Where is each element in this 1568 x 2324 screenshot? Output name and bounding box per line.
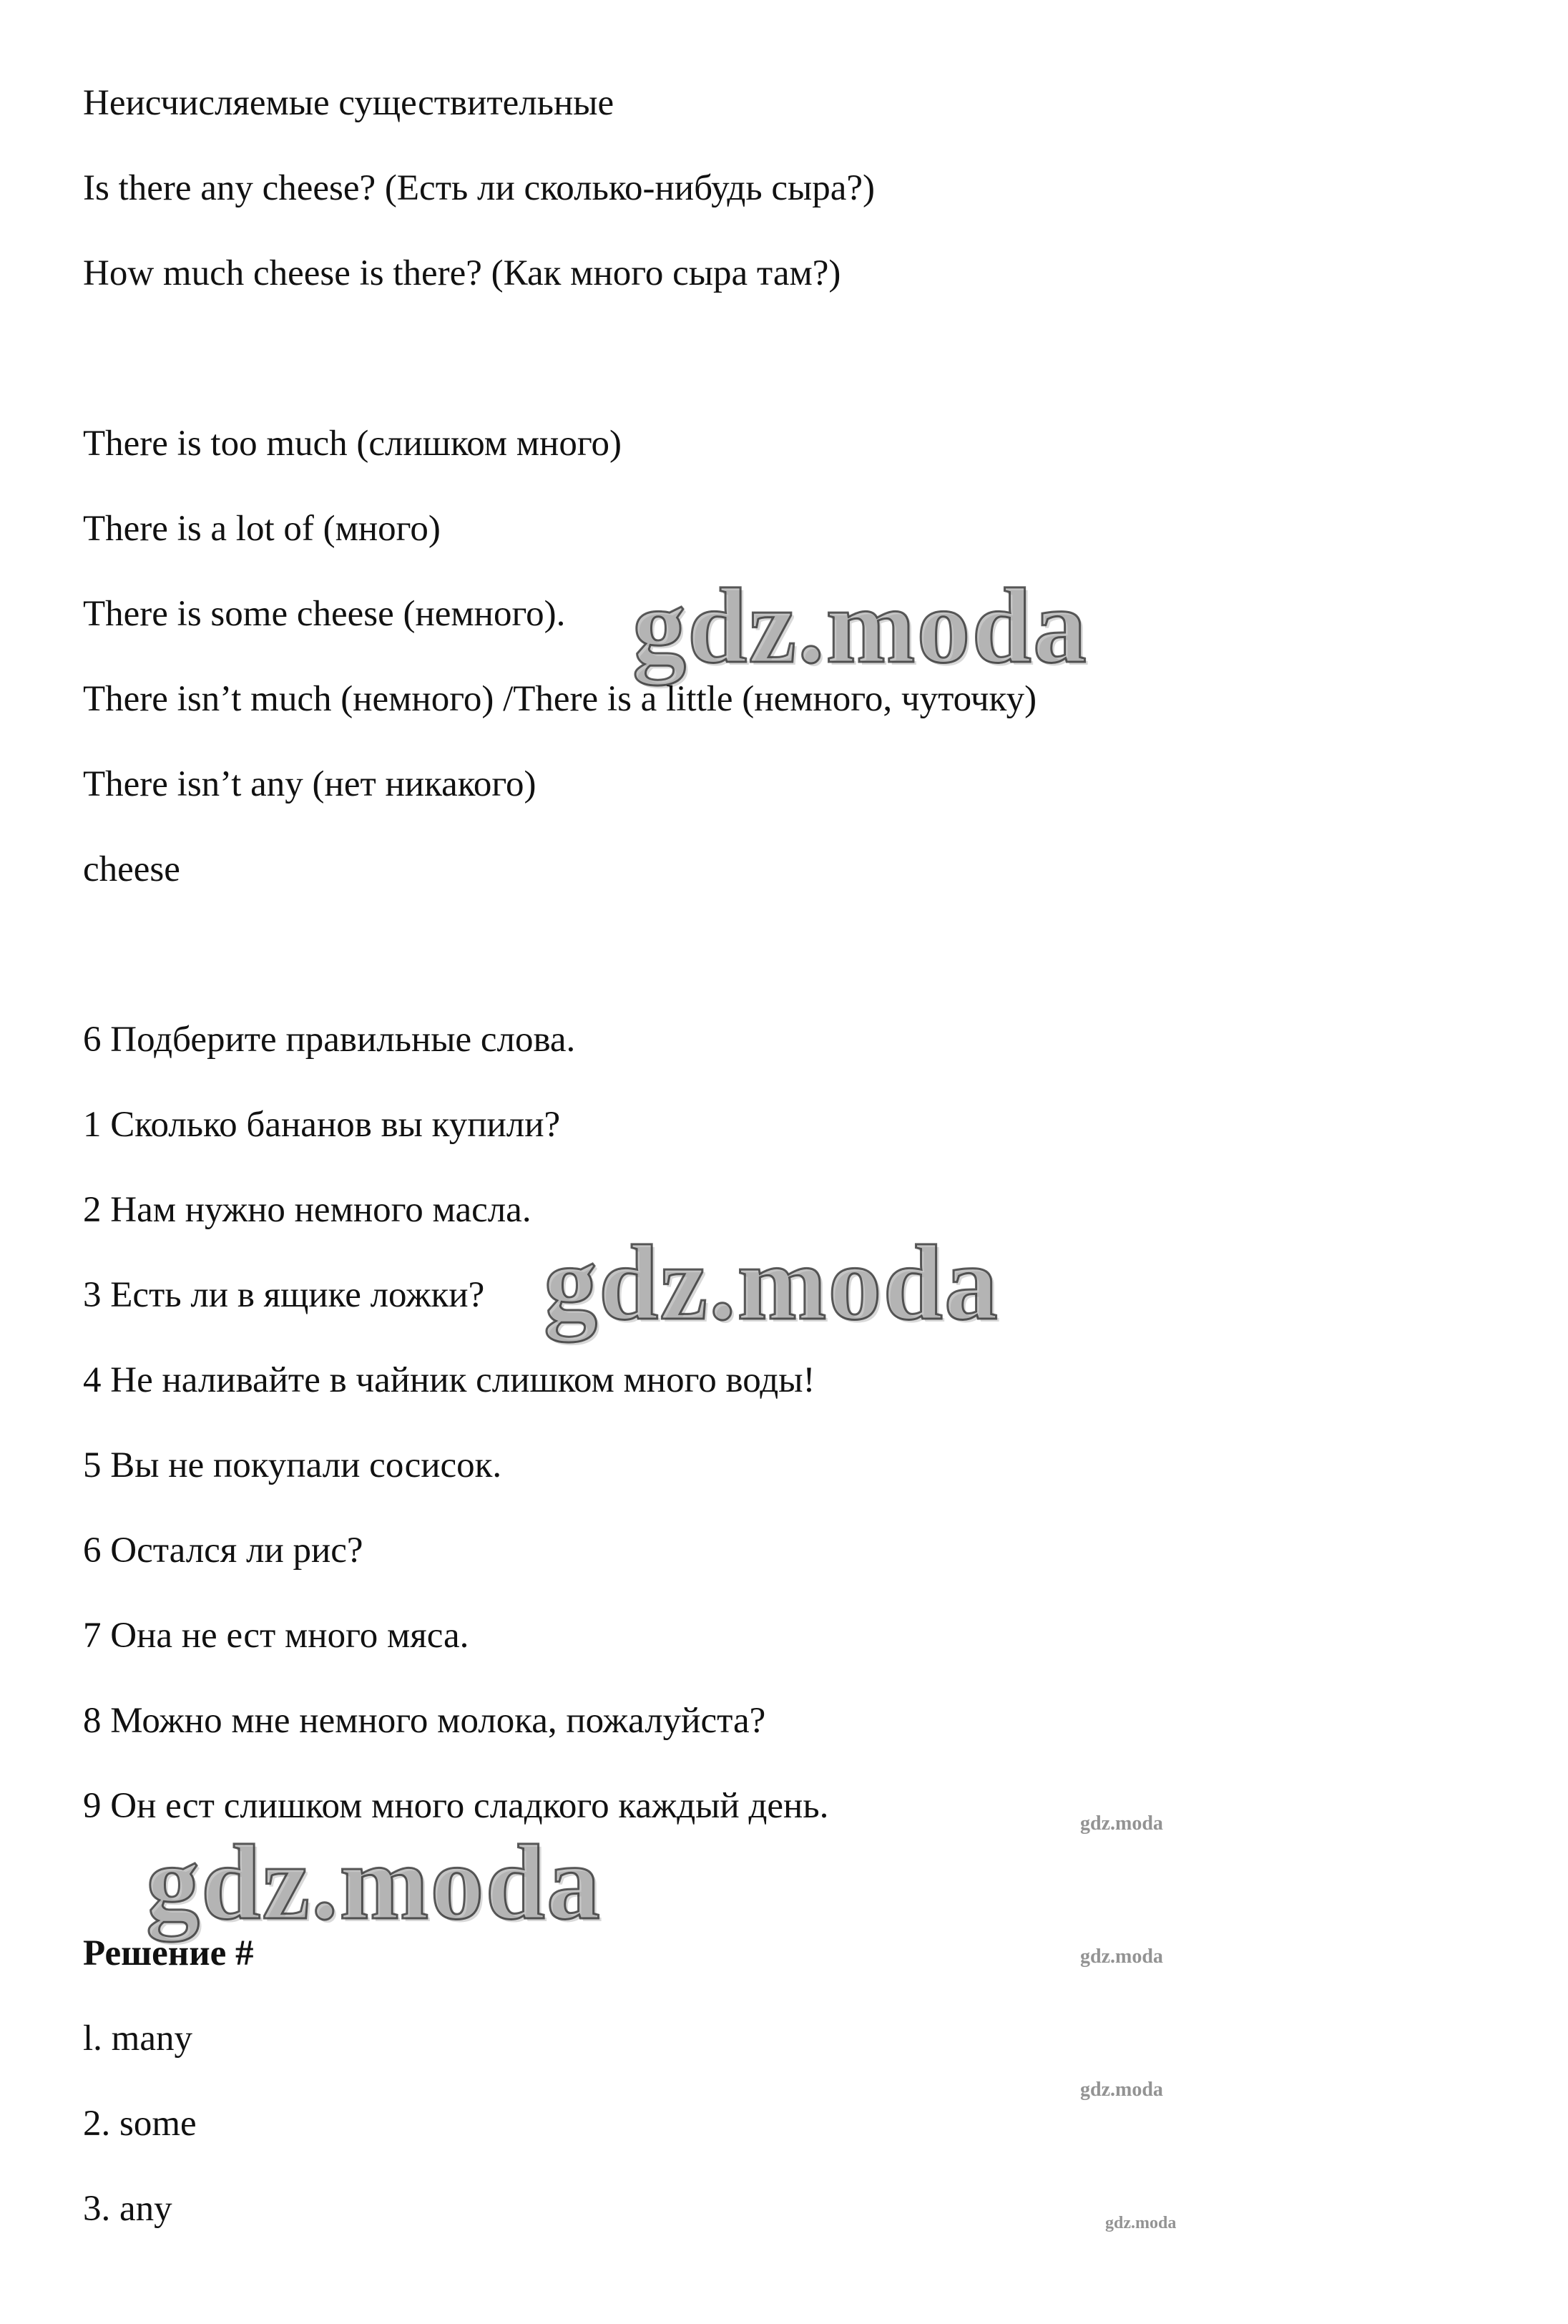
solution-title: Решение # [83, 1933, 254, 1973]
exercise-item: 7 Она не ест много мяса. [83, 1616, 469, 1656]
question-any: Is there any cheese? (Есть ли сколько-нибудь сыра?) [83, 168, 876, 208]
question-how-much: How much cheese is there? (Как много сыра там?) [83, 253, 841, 293]
answer-not-any: There isn’t any (нет никакого) [83, 764, 536, 804]
watermark-small: gdz.moda [1080, 1945, 1163, 1968]
exercise-item: 6 Остался ли рис? [83, 1530, 363, 1571]
noun-cheese: cheese [83, 849, 180, 889]
exercise-item: 1 Сколько бананов вы купили? [83, 1105, 561, 1145]
answer-too-much: There is too much (слишком много) [83, 424, 622, 464]
exercise-title: 6 Подберите правильные слова. [83, 1020, 576, 1060]
watermark-small: gdz.moda [1105, 2214, 1177, 2232]
solution-answer: 3. any [83, 2189, 172, 2229]
answer-a-lot-of: There is a lot of (много) [83, 509, 441, 549]
uncountable-heading: Неисчисляемые существительные [83, 83, 614, 123]
solution-answer: l. many [83, 2018, 192, 2059]
answer-some: There is some cheese (немного). [83, 594, 566, 634]
solution-answer: 2. some [83, 2104, 197, 2144]
watermark-logo: gdz.moda [544, 1224, 999, 1342]
watermark-small: gdz.moda [1080, 1812, 1163, 1835]
exercise-item: 5 Вы не покупали сосисок. [83, 1445, 502, 1485]
exercise-item: 3 Есть ли в ящике ложки? [83, 1275, 485, 1315]
answer-not-much: There isn’t much (немного) /There is a little (немного, чуточку) [83, 679, 1037, 719]
watermark-logo: gdz.moda [632, 567, 1088, 685]
exercise-item: 9 Он ест слишком много сладкого каждый день. [83, 1786, 829, 1826]
watermark-logo: gdz.moda [146, 1823, 602, 1942]
exercise-item: 2 Нам нужно немного масла. [83, 1190, 531, 1230]
exercise-item: 8 Можно мне немного молока, пожалуйста? [83, 1701, 766, 1741]
watermark-small: gdz.moda [1080, 2079, 1163, 2101]
exercise-item: 4 Не наливайте в чайник слишком много воды! [83, 1360, 815, 1400]
